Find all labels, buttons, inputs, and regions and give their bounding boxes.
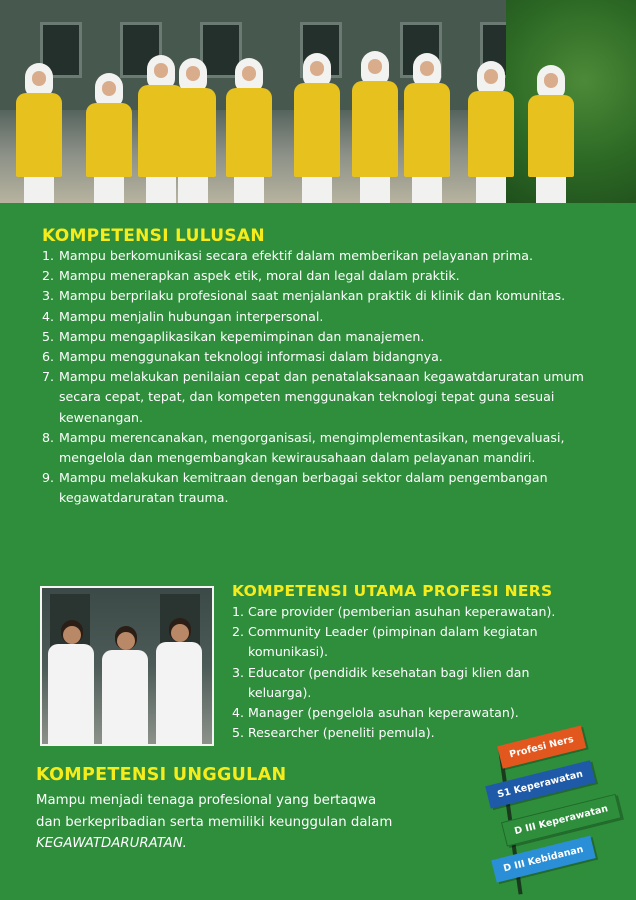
list-item: 4. Mampu menjalin hubungan interpersonal. [42,308,324,324]
student-figure [400,53,454,203]
list-item: 2. Community Leader (pimpinan dalam kegiatan komunikasi). [232,624,538,660]
ribbon-s1-keperawatan: S1 Keperawatan [485,760,595,808]
list-item: 7. Mampu melakukan penilaian cepat dan penatalaksanaan kegawatdaruratan umum secara cepat, tepat, dan kompeten menggunakan teknologi tepat guna sesuai kewenangan. [42,369,584,425]
students-group-photo [0,0,636,203]
student-figure [348,51,402,203]
list-item: 5. Mampu mengaplikasikan kepemimpinan dan manajemen. [42,328,425,344]
ribbon-d3-kebidanan: D III Kebidanan [491,836,595,883]
heading-kompetensi-lulusan: KOMPETENSI LULUSAN [42,226,265,246]
student-figure [100,626,150,744]
list-item: 1. Mampu berkomunikasi secara efektif dalam memberikan pelayanan prima. [42,248,533,263]
student-figure [524,65,578,203]
list-item: 1. Care provider (pemberian asuhan keperawatan). [232,604,556,619]
list-item: 4. Manager (pengelola asuhan keperawatan). [232,705,519,721]
unggulan-line-1: Mampu menjadi tenaga profesional yang bertaqwa [36,793,377,808]
list-item: 2. Mampu menerapkan aspek etik, moral dan legal dalam praktik. [42,268,460,284]
student-figure [222,58,276,203]
list-item: 9. Mampu melakukan kemitraan dengan berbagai sektor dalam pengembangan kegawatdaruratan trauma. [42,470,548,506]
unggulan-emphasis: KEGAWATDARURATAN. [36,836,187,851]
unggulan-line-2: dan berkepribadian serta memiliki keunggulan dalam [36,814,393,830]
kompetensi-unggulan-text [36,790,456,855]
student-figure [46,620,96,744]
student-figure [464,61,518,203]
list-item: 5. Researcher (peneliti pemula). [232,725,435,741]
student-figure [166,58,220,203]
heading-kompetensi-ners: KOMPETENSI UTAMA PROFESI NERS [232,582,553,600]
student-figure [12,63,66,203]
ribbon-d3-keperawatan: D III Keperawatan [501,794,622,847]
student-figure [154,618,204,744]
heading-kompetensi-unggulan: KOMPETENSI UNGGULAN [36,765,287,785]
student-figure [290,53,344,203]
ribbon-profesi-ners: Profesi Ners [497,726,586,769]
list-item: 6. Mampu menggunakan teknologi informasi dalam bidangnya. [42,349,443,365]
list-item: 3. Educator (pendidik kesehatan bagi klien dan keluarga). [232,664,530,700]
list-item: 3. Mampu berprilaku profesional saat menjalankan praktik di klinik dan komunitas. [42,288,566,304]
student-figure [82,73,136,203]
program-ribbons [488,722,618,882]
students-white-uniform-photo [40,586,214,746]
list-item: 8. Mampu merencanakan, mengorganisasi, mengimplementasikan, mengevaluasi, mengelola dan mengembangkan kewirausahaan dalam pelayanan mandiri. [42,429,565,466]
list-kompetensi-lulusan [42,246,612,509]
